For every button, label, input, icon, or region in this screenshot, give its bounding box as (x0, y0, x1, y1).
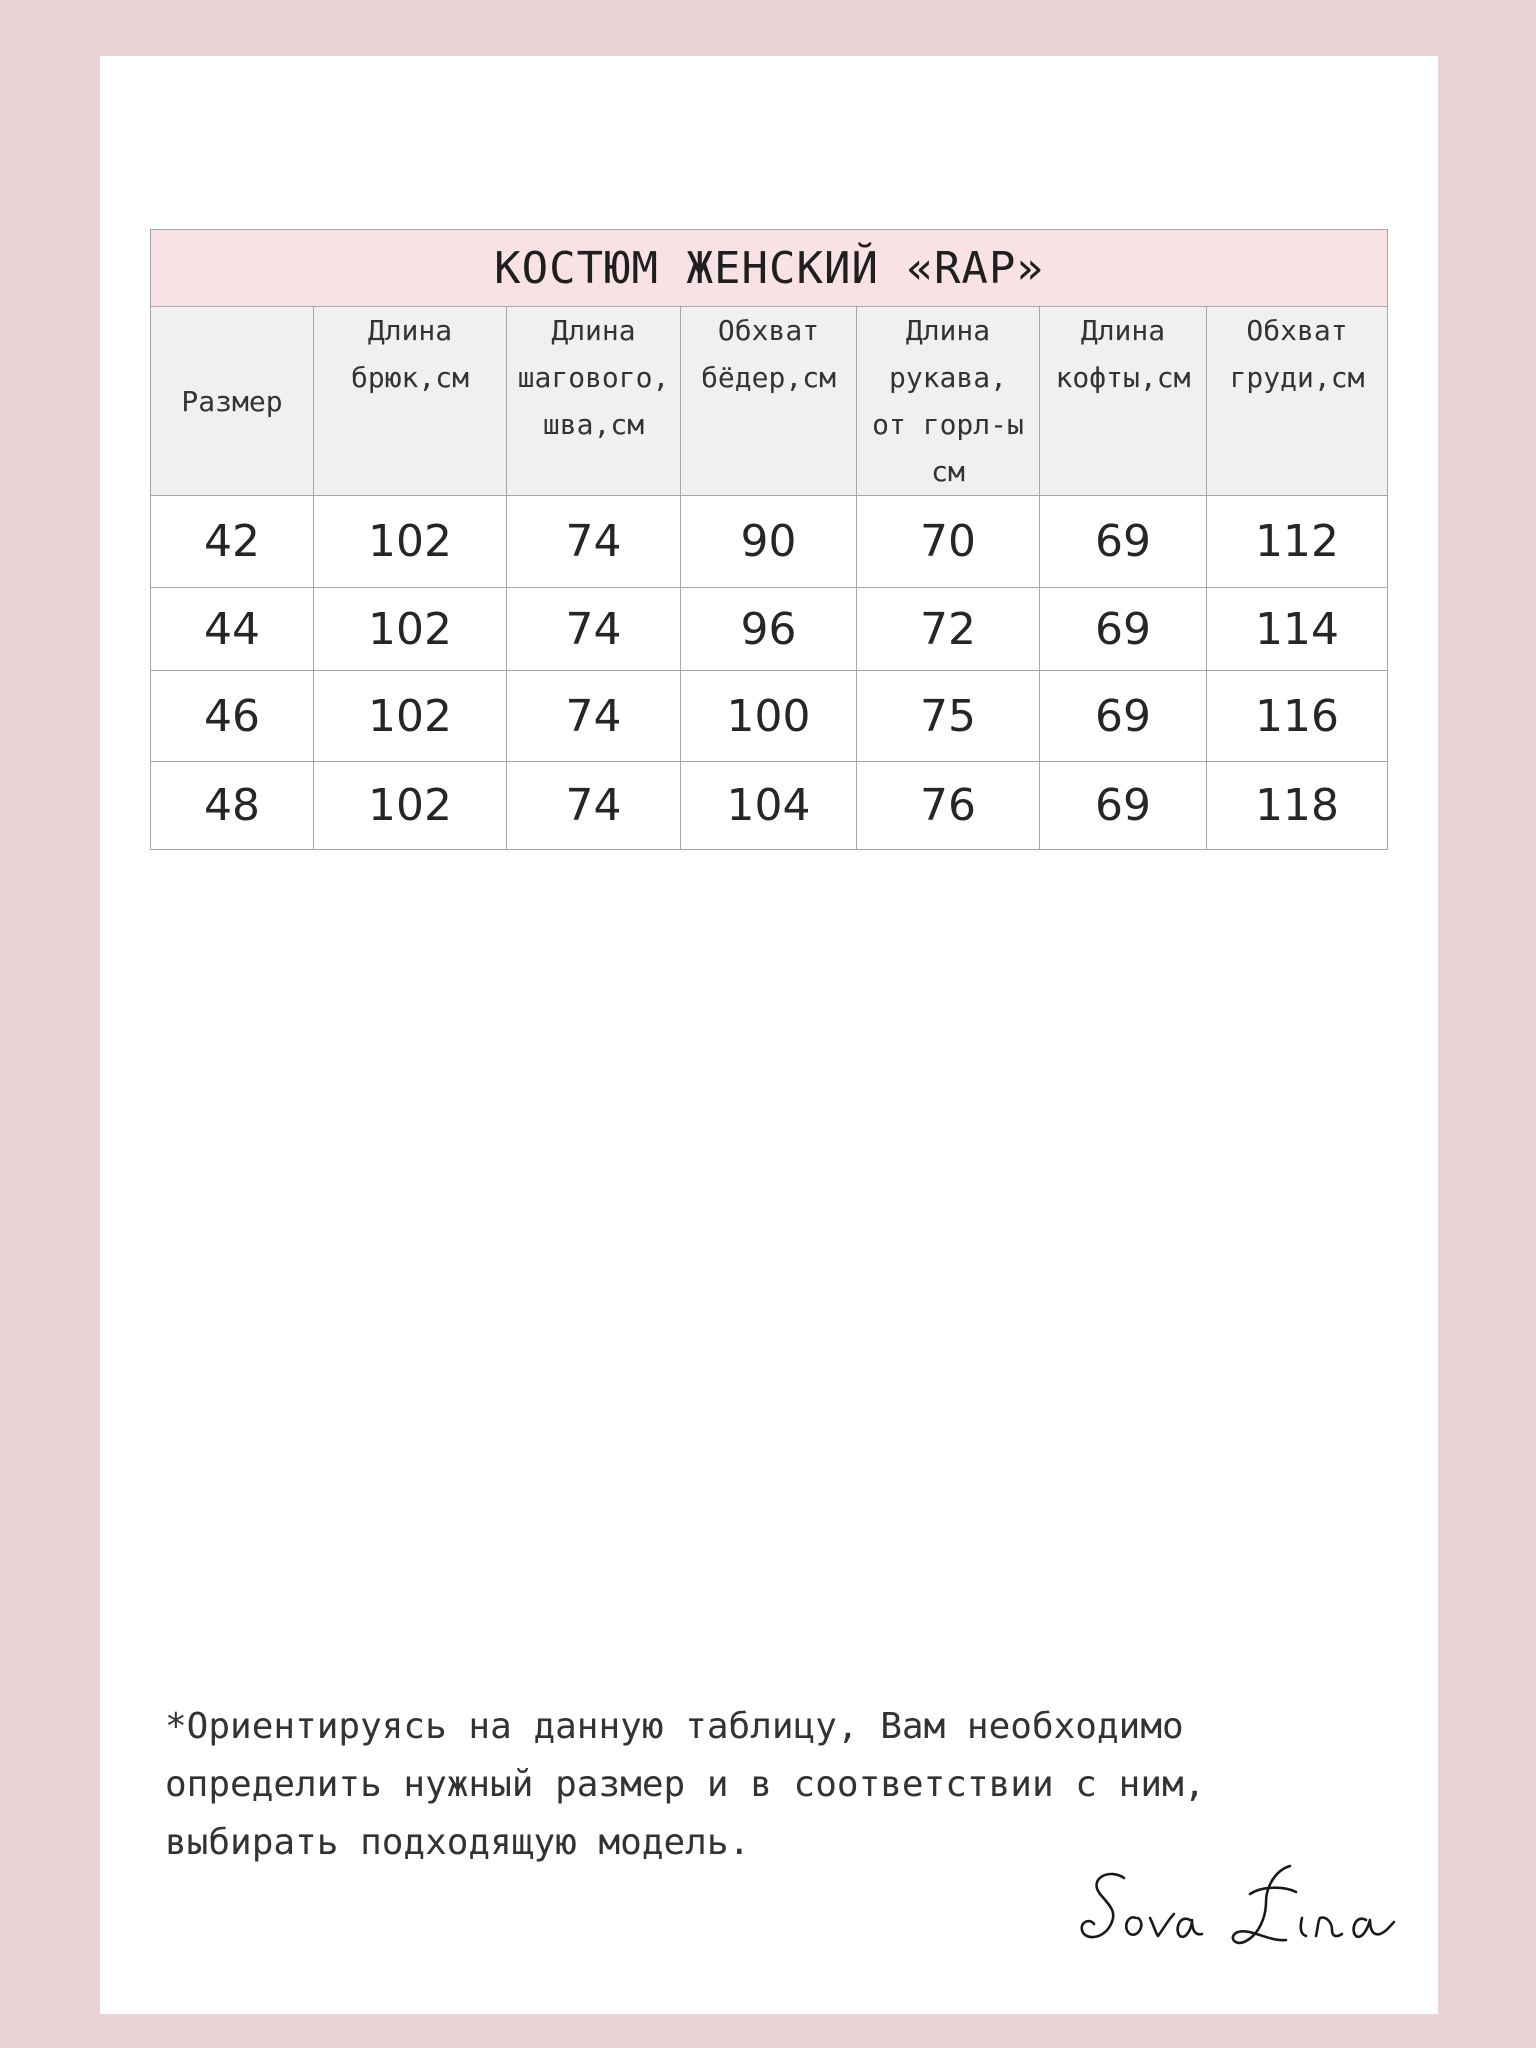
table-cell: 75 (857, 671, 1040, 762)
column-header-size (151, 307, 314, 496)
column-header-line: кофты,см (1055, 361, 1191, 394)
table-row (151, 762, 1388, 850)
column-header-line: бёдер,см (701, 361, 836, 394)
column-header-sleeve-length (857, 307, 1040, 496)
size-table (150, 229, 1388, 850)
column-header-pants-length (314, 307, 507, 496)
table-cell: 72 (857, 588, 1040, 671)
table-cell: 69 (1040, 762, 1207, 850)
table-cell: 102 (314, 671, 507, 762)
column-header-line: Обхват (717, 314, 820, 347)
column-header-line: Длина (367, 314, 453, 347)
table-cell: 74 (507, 671, 681, 762)
column-header-chest-girth (1207, 307, 1388, 496)
column-header-line: от горл-ы (872, 408, 1024, 441)
column-header-inseam-length (507, 307, 681, 496)
table-title-row (151, 230, 1388, 307)
column-header-line: брюк,см (350, 361, 469, 394)
size-chart-sheet (100, 56, 1438, 2014)
column-header-line: шагового, (517, 361, 670, 394)
table-cell: 102 (314, 496, 507, 588)
table-cell: 74 (507, 496, 681, 588)
column-header-line: Обхват (1246, 314, 1348, 347)
table-cell: 116 (1207, 671, 1388, 762)
table-row (151, 588, 1388, 671)
size-guidance-note: *Ориентируясь на данную таблицу, Вам необходимо определить нужный размер и в соответствии с ним, выбирать подходящую модель. (165, 1706, 1206, 1863)
column-header-line: Размер (181, 384, 283, 418)
column-header-line: см (931, 455, 965, 488)
column-header-line: Длина (1080, 314, 1166, 347)
table-cell: 102 (314, 762, 507, 850)
table-cell: 74 (507, 762, 681, 850)
column-header-top-length (1040, 307, 1207, 496)
column-header-line: Длина (551, 314, 636, 347)
table-cell: 100 (681, 671, 857, 762)
table-cell: 74 (507, 588, 681, 671)
table-cell: 102 (314, 588, 507, 671)
table-cell: 112 (1207, 496, 1388, 588)
column-header-line: шва,см (542, 408, 645, 441)
column-header-line: груди,см (1229, 361, 1365, 394)
table-cell: 44 (151, 588, 314, 671)
table-cell: 46 (151, 671, 314, 762)
table-header-row (151, 307, 1388, 496)
table-cell: 69 (1040, 496, 1207, 588)
table-cell: 114 (1207, 588, 1388, 671)
table-cell: 96 (681, 588, 857, 671)
column-header-hip-girth (681, 307, 857, 496)
table-cell: 69 (1040, 671, 1207, 762)
table-cell: 76 (857, 762, 1040, 850)
table-title: КОСТЮМ ЖЕНСКИЙ «RAP» (151, 230, 1388, 307)
table-cell: 48 (151, 762, 314, 850)
column-header-line: Длина (905, 314, 991, 347)
table-row (151, 671, 1388, 762)
table-cell: 104 (681, 762, 857, 850)
table-cell: 70 (857, 496, 1040, 588)
table-cell: 42 (151, 496, 314, 588)
column-header-line: рукава, (888, 361, 1007, 394)
table-row (151, 496, 1388, 588)
brand-logo (1080, 1856, 1420, 1966)
table-cell: 118 (1207, 762, 1388, 850)
table-cell: 69 (1040, 588, 1207, 671)
table-cell: 90 (681, 496, 857, 588)
